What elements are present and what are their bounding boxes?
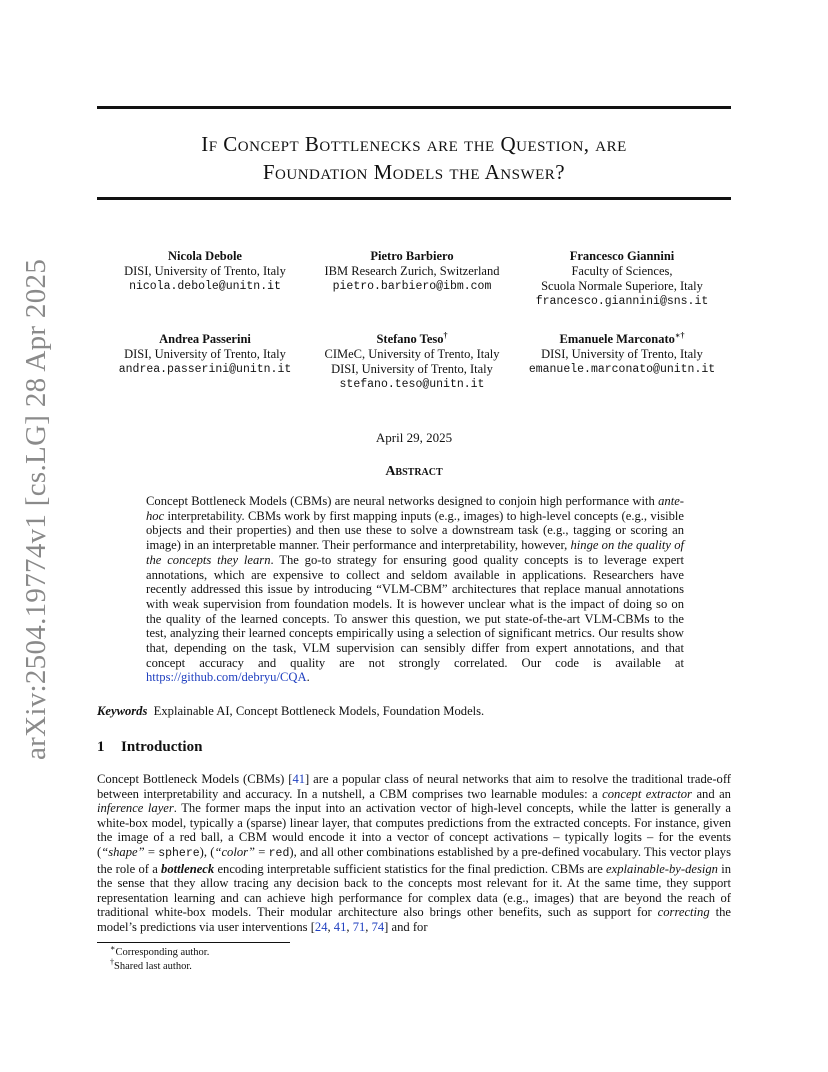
author-affiliation: IBM Research Zurich, Switzerland [324,264,500,278]
citation-link[interactable]: 41 [333,919,347,934]
author-name: Stefano Teso† [376,330,448,346]
author-affiliation: Faculty of Sciences, [571,264,673,278]
author-block [90,249,320,294]
author-name: Emanuele Marconato∗† [559,330,685,346]
title-line-1: If Concept Bottlenecks are the Question, are [201,132,627,156]
title-bottom-rule [97,197,731,200]
author-name: Pietro Barbiero [370,249,454,263]
footnote: †Shared last author. [110,957,192,972]
keywords-text: Explainable AI, Concept Bottleneck Models, Foundation Models. [153,704,485,718]
section-heading [97,739,202,756]
author-block [297,332,527,392]
author-name: Andrea Passerini [159,332,251,346]
author-affiliation: CIMeC, University of Trento, Italy [324,347,500,361]
author-affiliation: Scuola Normale Superiore, Italy [541,279,703,293]
author-email[interactable]: pietro.barbiero@ibm.com [332,280,492,293]
arxiv-identifier: arXiv:2504.19774v1 [cs.LG] 28 Apr 2025 [20,258,52,760]
author-affiliation: DISI, University of Trento, Italy [541,347,703,361]
citation-link[interactable]: 71 [352,919,366,934]
citation-link[interactable]: 41 [292,772,306,786]
section-number: 1 [97,739,105,755]
author-block [507,249,737,309]
author-email[interactable]: emanuele.marconato@unitn.it [528,363,716,376]
author-email[interactable]: francesco.giannini@sns.it [535,295,709,308]
footnote: ∗Corresponding author. [110,943,210,958]
author-block [297,249,527,294]
section-title: Introduction [121,739,203,755]
title-line-2: Foundation Models the Answer? [262,160,566,184]
author-affiliation: DISI, University of Trento, Italy [124,264,286,278]
intro-paragraph: Concept Bottleneck Models (CBMs) [41] are a popular class of neural networks that aim to resolve the traditional trade-off between interpretability and accuracy. In a nutshell, a CBM comprises two learnable modules: a concept extractor and an inference layer. The former maps the input into an activation vector of high-level concepts, while the latter is generally a white-box model, typically a (sparse) linear layer, that computes predictions from the extracted concepts. For instance, given the image of a red ball, a CBM would encode it into a vector of concept activations – typically logits – for the events (“shape” = sphere), (“color” = red), and all other combinations established by a pre-defined vocabulary. This vector plays the role of a bottleneck encoding interpretable sufficient statistics for the final prediction. CBMs are explainable-by-design in the sense that they allow tracing any decision back to the concepts most relevant for it. At the same time, they support representation learning and can achieve high performance for complex data (e.g., images) that are beyond the reach of traditional white-box models. Their modular architecture also brings other benefits, such as support for correcting the model’s predictions via user interventions [24, 41, 71, 74] and for [97,772,731,934]
paper-title [97,130,731,186]
citation-link[interactable]: 74 [371,919,385,934]
author-block [90,332,320,377]
keywords-label: Keywords [97,704,148,718]
author-mark: ∗† [674,330,685,340]
paper-date: April 29, 2025 [375,430,453,445]
author-block [504,332,740,377]
abstract-heading: Abstract [385,464,443,479]
author-email[interactable]: stefano.teso@unitn.it [339,378,485,391]
author-mark: † [443,330,448,340]
abstract-text: Concept Bottleneck Models (CBMs) are neural networks designed to conjoin high performance with ante-hoc interpretability. CBMs work by first mapping inputs (e.g., images) to high-level concepts (e.g., visible objects and their properties) and then use these to solve a downstream task (e.g., tagging or scoring an image) in an interpretable manner. Their performance and interpretability, however, hinge on the quality of the concepts they learn. The go-to strategy for ensuring good quality concepts is to leverage expert annotations, which are expensive to collect and seldom available in applications. Researchers have recently addressed this issue by introducing “VLM-CBM” architectures that replace manual annotations with weak supervision from foundation models. It is however unclear what is the impact of doing so on the quality of the learned concepts. To answer this question, we put state-of-the-art VLM-CBMs to the test, analyzing their learned concepts empirically using a selection of significant metrics. Our results show that, depending on the task, VLM supervision can sensibly differ from expert annotations, and that concept accuracy and quality are not strongly correlated. Our code is available at https://github.com/debryu/CQA. [146,494,684,685]
title-top-rule [97,106,731,109]
keywords-line [97,704,484,719]
author-affiliation: DISI, University of Trento, Italy [124,347,286,361]
author-name: Nicola Debole [168,249,242,263]
author-affiliation: DISI, University of Trento, Italy [331,362,493,376]
author-email[interactable]: andrea.passerini@unitn.it [118,363,292,376]
citation-link[interactable]: 24 [314,919,328,934]
footnote-rule [97,942,290,943]
author-email[interactable]: nicola.debole@unitn.it [129,280,281,293]
code-link[interactable]: https://github.com/debryu/CQA [146,670,307,685]
author-name: Francesco Giannini [569,249,675,263]
